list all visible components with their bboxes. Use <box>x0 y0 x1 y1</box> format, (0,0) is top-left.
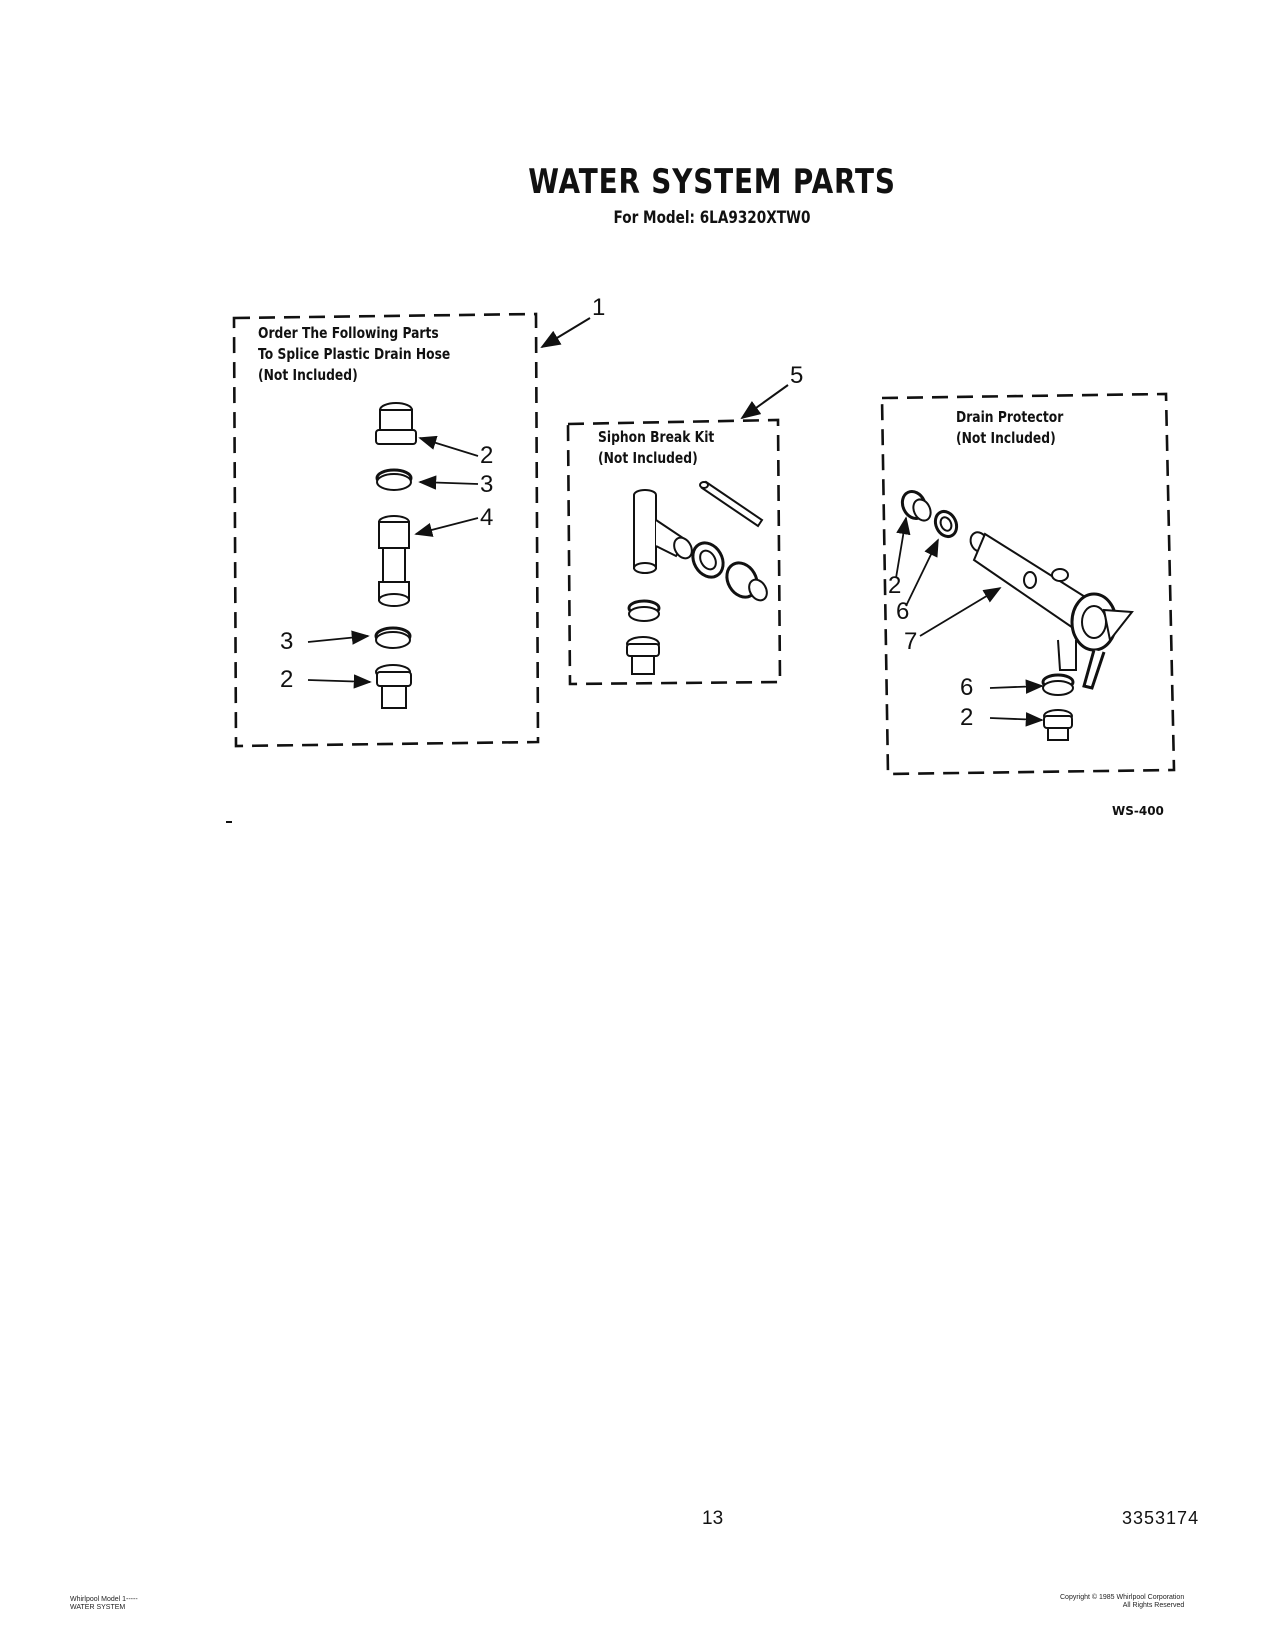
page-number: 13 <box>702 1508 724 1529</box>
ref-5-label: 5 <box>790 362 804 389</box>
footer-left-fine-print: Whirlpool Model 1----- WATER SYSTEM <box>70 1596 138 1611</box>
splice-parts-stack <box>376 403 416 708</box>
callout-2-drain-bottom: 2 <box>960 704 974 731</box>
leader-1 <box>542 318 590 347</box>
siphon-kit-label: Siphon Break Kit (Not Included) <box>598 428 715 467</box>
callout-2-top: 2 <box>480 442 494 469</box>
figure-code: WS-400 <box>1112 804 1164 818</box>
leader-5 <box>742 385 788 418</box>
footer-right-fine-print: Copyright © 1985 Whirlpool Corporation All Rights Reserved <box>1060 1594 1185 1609</box>
callout-2-drain-top: 2 <box>888 572 902 599</box>
callout-3-bottom: 3 <box>280 628 294 655</box>
callout-2-bottom: 2 <box>280 666 294 693</box>
siphon-parts <box>627 482 770 674</box>
ref-1-label: 1 <box>592 294 606 321</box>
callout-6-drain-bottom: 6 <box>960 674 974 701</box>
drain-protector-parts <box>898 488 1132 740</box>
callout-4: 4 <box>480 504 494 531</box>
page-title: WATER SYSTEM PARTS <box>528 162 896 202</box>
splice-kit-label: Order The Following Parts To Splice Plastic Drain Hose (Not Included) <box>258 324 451 384</box>
callout-3-top: 3 <box>480 471 494 498</box>
drain-protector-label: Drain Protector (Not Included) <box>956 408 1064 447</box>
callout-6-drain-top: 6 <box>896 598 910 625</box>
document-number: 3353174 <box>1122 1508 1200 1528</box>
callout-7: 7 <box>904 628 918 655</box>
model-subtitle: For Model: 6LA9320XTW0 <box>613 208 811 228</box>
